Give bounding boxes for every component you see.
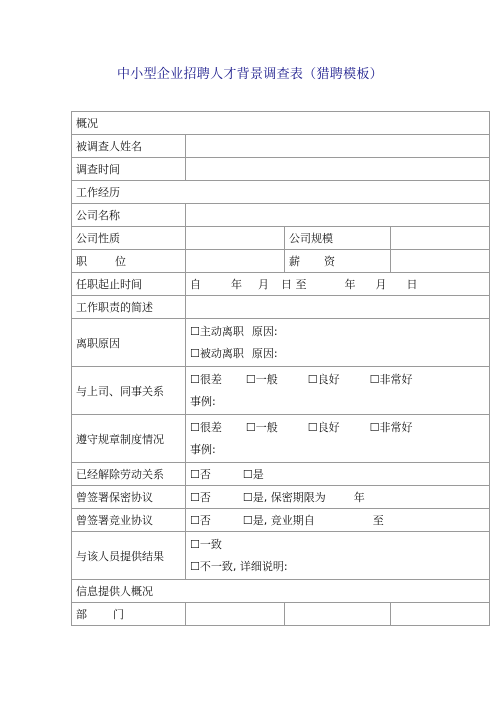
- noncompete-label: 曾签署竞业协议: [72, 509, 186, 532]
- tenure-field[interactable]: [186, 273, 490, 296]
- relations-fair-checkbox[interactable]: [246, 373, 256, 386]
- position-label-char-1: 职: [76, 255, 87, 268]
- department-field[interactable]: [186, 603, 285, 626]
- consistent-line: [190, 534, 489, 556]
- section-work-history: 工作经历: [72, 181, 490, 204]
- background-check-form: [71, 111, 490, 626]
- consistency-field: [186, 532, 490, 580]
- company-nature-field[interactable]: [186, 227, 285, 250]
- noncompete-field: [186, 509, 490, 532]
- noncompete-no-label: 否: [199, 514, 211, 527]
- relations-excellent-checkbox[interactable]: [370, 373, 380, 386]
- company-name-row: [72, 204, 490, 227]
- duties-row: [72, 296, 490, 319]
- department-extra-field-1[interactable]: [285, 603, 391, 626]
- noncompete-row: [72, 509, 490, 532]
- nda-yes-checkbox[interactable]: [243, 491, 253, 504]
- rules-very-poor-label: 很差: [199, 420, 222, 434]
- inconsistent-line: [190, 556, 489, 578]
- survey-time-field[interactable]: [186, 158, 490, 181]
- company-scale-field[interactable]: [391, 227, 490, 250]
- nda-no-checkbox[interactable]: [190, 491, 200, 504]
- noncompete-no-checkbox[interactable]: [190, 514, 200, 527]
- nda-year-label: 年: [353, 491, 365, 504]
- company-name-field[interactable]: [186, 204, 490, 227]
- position-field[interactable]: [186, 250, 285, 273]
- rules-label: 遵守规章制度情况: [72, 415, 186, 463]
- leave-reason-field: [186, 319, 490, 367]
- duties-field[interactable]: [186, 296, 490, 319]
- leave-involuntary-line: [190, 343, 489, 365]
- name-field[interactable]: [186, 135, 490, 158]
- leave-involuntary-label: 被动离职: [199, 346, 244, 360]
- duties-label: 工作职责的简述: [72, 296, 186, 319]
- rules-very-poor-checkbox[interactable]: [190, 421, 200, 434]
- relations-example-label: 事例:: [190, 394, 216, 408]
- noncompete-yes-label: 是, 竞业期自: [252, 514, 315, 527]
- position-label-char-2: 位: [115, 255, 126, 268]
- nda-label: 曾签署保密协议: [72, 486, 186, 509]
- terminated-no-label: 否: [199, 468, 211, 481]
- company-nature-label: 公司性质: [72, 227, 186, 250]
- nda-row: [72, 486, 490, 509]
- section-work-history-row: [72, 181, 490, 204]
- relations-label: 与上司、同事关系: [72, 367, 186, 415]
- rules-excellent-checkbox[interactable]: [370, 421, 380, 434]
- salary-label-char-1: 薪: [289, 255, 300, 268]
- leave-voluntary-line: [190, 321, 489, 343]
- tenure-year-end: 年: [344, 278, 356, 291]
- rules-row: [72, 415, 490, 463]
- survey-time-label: 调查时间: [72, 158, 186, 181]
- noncompete-yes-checkbox[interactable]: [243, 514, 253, 527]
- company-scale-label: 公司规模: [285, 227, 391, 250]
- leave-voluntary-label: 主动离职: [199, 324, 244, 338]
- terminated-row: [72, 463, 490, 486]
- tenure-month-start: 月: [258, 278, 269, 291]
- leave-reason-label: 离职原因: [72, 319, 186, 367]
- leave-reason-row: [72, 319, 490, 367]
- rules-options: [190, 417, 489, 439]
- relations-good-label: 良好: [317, 372, 340, 386]
- name-row: [72, 135, 490, 158]
- salary-label-char-2: 资: [324, 255, 335, 268]
- nda-yes-label: 是, 保密期限为: [252, 491, 326, 504]
- company-nature-row: [72, 227, 490, 250]
- position-row: [72, 250, 490, 273]
- consistency-row: [72, 532, 490, 580]
- consistent-label: 一致: [199, 537, 222, 551]
- survey-time-row: [72, 158, 490, 181]
- relations-very-poor-label: 很差: [199, 372, 222, 386]
- leave-involuntary-checkbox[interactable]: [190, 347, 200, 360]
- document-title: 中小型企业招聘人才背景调查表（猎聘模板）: [116, 67, 383, 82]
- salary-label: [285, 250, 391, 273]
- leave-involuntary-reason-label: 原因:: [251, 346, 278, 360]
- tenure-month-end: 月: [375, 278, 387, 291]
- rules-field: [186, 415, 490, 463]
- nda-field: [186, 486, 490, 509]
- tenure-year-start: 年: [231, 278, 242, 291]
- company-name-label: 公司名称: [72, 204, 186, 227]
- tenure-from: 自: [190, 278, 201, 291]
- section-overview-row: [72, 112, 490, 135]
- section-provider-row: [72, 580, 490, 603]
- rules-good-label: 良好: [317, 420, 340, 434]
- inconsistent-checkbox[interactable]: [190, 560, 200, 573]
- leave-voluntary-checkbox[interactable]: [190, 325, 200, 338]
- noncompete-to-label: 至: [372, 514, 384, 527]
- terminated-label: 已经解除劳动关系: [72, 463, 186, 486]
- leave-voluntary-reason-label: 原因:: [251, 324, 278, 338]
- consistent-checkbox[interactable]: [190, 538, 200, 551]
- section-overview: 概况: [72, 112, 490, 135]
- rules-example-label: 事例:: [190, 442, 216, 456]
- department-label-char-2: 门: [113, 608, 124, 621]
- department-label: [72, 603, 186, 626]
- department-row: [72, 603, 490, 626]
- relations-fair-label: 一般: [255, 372, 278, 386]
- tenure-day-start-to: 日 至: [281, 278, 307, 291]
- salary-field[interactable]: [391, 250, 490, 273]
- tenure-label: 任职起止时间: [72, 273, 186, 296]
- terminated-yes-label: 是: [252, 468, 264, 481]
- nda-no-label: 否: [199, 491, 211, 504]
- consistency-label: 与该人员提供结果: [72, 532, 186, 580]
- name-label: 被调查人姓名: [72, 135, 186, 158]
- relations-very-poor-checkbox[interactable]: [190, 373, 200, 386]
- rules-fair-checkbox[interactable]: [246, 421, 256, 434]
- relations-options: [190, 369, 489, 391]
- rules-good-checkbox[interactable]: [308, 421, 318, 434]
- position-label: [72, 250, 186, 273]
- inconsistent-label: 不一致, 详细说明:: [199, 559, 288, 573]
- rules-excellent-label: 非常好: [379, 420, 413, 434]
- relations-row: [72, 367, 490, 415]
- terminated-no-checkbox[interactable]: [190, 468, 200, 481]
- department-label-char-1: 部: [76, 608, 87, 621]
- department-extra-field-2[interactable]: [391, 603, 490, 626]
- section-provider-overview: 信息提供人概况: [72, 580, 490, 603]
- terminated-yes-checkbox[interactable]: [243, 468, 253, 481]
- relations-good-checkbox[interactable]: [308, 373, 318, 386]
- relations-field: [186, 367, 490, 415]
- tenure-row: [72, 273, 490, 296]
- terminated-field: [186, 463, 490, 486]
- rules-fair-label: 一般: [255, 420, 278, 434]
- relations-excellent-label: 非常好: [379, 372, 413, 386]
- tenure-day-end: 日: [406, 278, 418, 291]
